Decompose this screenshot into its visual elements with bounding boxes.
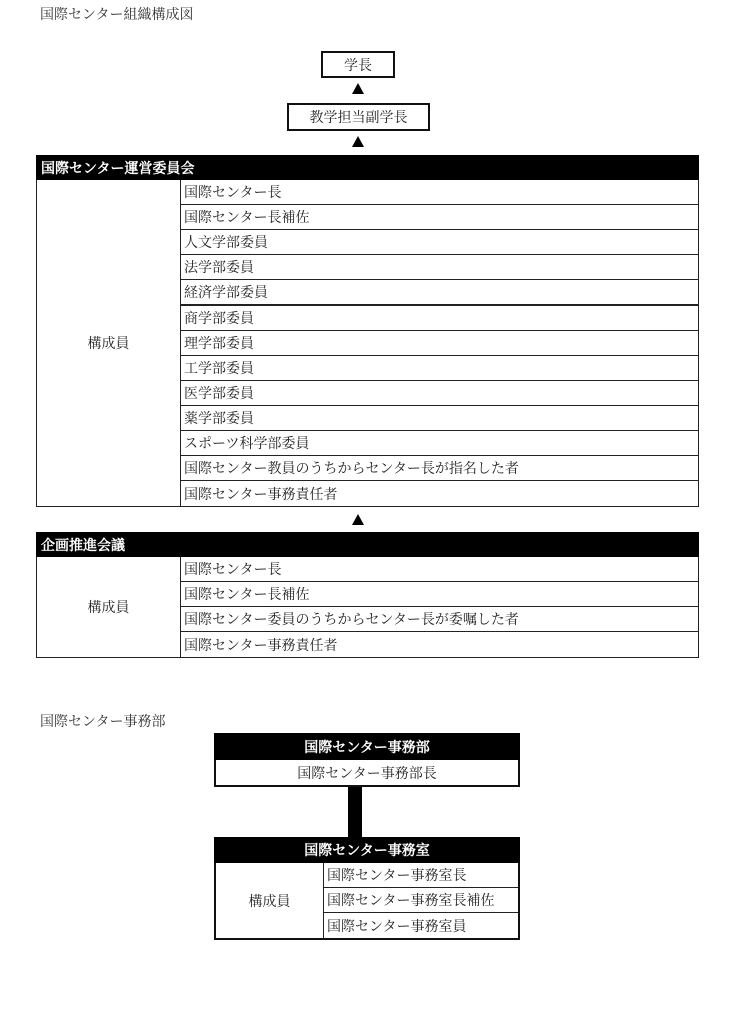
office-room-members-label: 構成員	[216, 863, 324, 938]
list-item: 国際センター事務責任者	[184, 486, 338, 503]
list-item: 薬学部委員	[181, 406, 698, 431]
list-item: 国際センター事務室員	[327, 918, 467, 935]
planning-member-list	[181, 557, 698, 657]
list-item: 国際センター長	[181, 557, 698, 582]
committee-title: 国際センター運営委員会	[41, 160, 195, 177]
org-chart-caption: 国際センター組織構成図	[40, 7, 194, 23]
list-item: 商学部委員	[181, 306, 698, 331]
arrow-up-icon	[352, 514, 364, 525]
planning-table	[36, 557, 699, 658]
planning-title: 企画推進会議	[41, 537, 125, 554]
president-box	[321, 51, 395, 78]
office-dept-header	[214, 733, 520, 760]
list-item: 国際センター長	[181, 180, 698, 205]
list-item: 国際センター委員のうちからセンター長が委嘱した者	[181, 607, 698, 632]
office-room-header	[214, 837, 520, 863]
arrow-up-icon	[352, 136, 364, 147]
planning-members-label: 構成員	[37, 557, 181, 657]
list-item: 国際センター事務責任者	[184, 637, 338, 654]
list-item: 国際センター長補佐	[181, 205, 698, 230]
president-label: 学長	[344, 57, 372, 74]
connector-line	[348, 787, 362, 837]
list-item: 国際センター長補佐	[181, 582, 698, 607]
list-item: 医学部委員	[181, 381, 698, 406]
list-item: 人文学部委員	[181, 230, 698, 255]
vice-president-box	[287, 103, 430, 131]
list-item: 法学部委員	[181, 255, 698, 280]
office-room-table	[214, 863, 520, 940]
list-item: スポーツ科学部委員	[181, 431, 698, 456]
office-room-title: 国際センター事務室	[304, 843, 430, 859]
office-dept-title: 国際センター事務部	[304, 739, 430, 756]
committee-header	[36, 155, 699, 180]
committee-member-list	[181, 180, 698, 506]
committee-table	[36, 180, 699, 507]
planning-header	[36, 532, 699, 557]
list-item: 工学部委員	[181, 356, 698, 381]
vice-president-label: 教学担当副学長	[309, 110, 408, 126]
list-item: 国際センター事務室長	[324, 863, 518, 888]
office-caption: 国際センター事務部	[40, 714, 166, 730]
list-item: 国際センター事務室長補佐	[324, 888, 518, 913]
list-item: 理学部委員	[181, 331, 698, 356]
list-item: 国際センター教員のうちからセンター長が指名した者	[181, 456, 698, 481]
office-dept-head-label: 国際センター事務部長	[297, 765, 437, 782]
arrow-up-icon	[352, 83, 364, 94]
committee-members-label: 構成員	[37, 180, 181, 506]
list-item: 経済学部委員	[181, 280, 698, 306]
office-dept-head-box	[214, 760, 520, 787]
office-room-member-list	[324, 863, 518, 938]
